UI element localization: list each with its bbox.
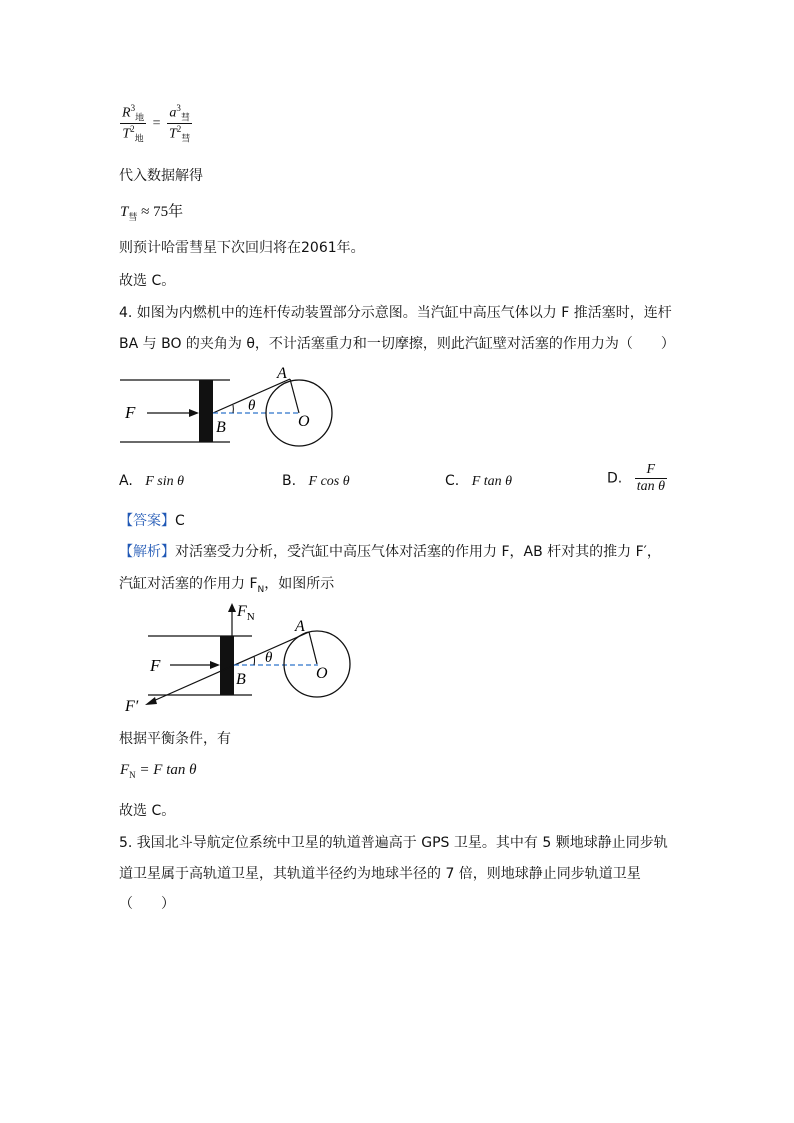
piston-block-2 (220, 636, 234, 695)
text-balance: 根据平衡条件，有 (119, 731, 231, 747)
option-b[interactable] (282, 473, 350, 490)
piston-figure-2 (115, 598, 355, 718)
analysis-text-2-tail: ，如图所示 (264, 576, 335, 592)
kepler-lhs-den-sub: 地 (134, 133, 144, 144)
answer-tag: 【答案】 (119, 513, 175, 529)
option-d-fraction (635, 462, 667, 495)
fn-sub: N (129, 770, 136, 780)
piston-block (199, 380, 213, 442)
q4-line1: 4. 如图为内燃机中的连杆传动装置部分示意图。当汽缸中高压气体以力 F 推活塞时，连杆 (119, 305, 672, 321)
fig1-label-o: O (298, 413, 310, 430)
fn-rhs: = F tan θ (139, 762, 197, 778)
text-substitute: 代入数据解得 (119, 168, 203, 184)
analysis-line2 (119, 573, 334, 595)
option-d[interactable] (607, 462, 667, 495)
fig2-label-o: O (316, 665, 328, 682)
answer-line (119, 510, 185, 530)
fig2-label-b: B (236, 671, 246, 688)
kepler-lhs-den: T (122, 127, 131, 143)
analysis-text-1: 对活塞受力分析，受汽缸中高压气体对活塞的作用力 F，AB 杆对其的推力 F′， (175, 544, 661, 560)
result-value: ≈ 75年 (141, 204, 184, 220)
text-return: 则预计哈雷彗星下次回归将在2061年。 (119, 240, 365, 256)
analysis-fn-sub: N (257, 584, 265, 595)
kepler-rhs-fraction (167, 103, 192, 145)
fig1-label-theta: θ (248, 398, 256, 414)
text-choose-1: 故选 C。 (119, 273, 176, 289)
option-c[interactable] (445, 473, 512, 490)
text-choose-2: 故选 C。 (119, 803, 176, 819)
result-base: T (120, 204, 129, 220)
option-d-num: F (635, 462, 667, 479)
analysis-text-2: 汽缸对活塞的作用力 F (119, 576, 258, 592)
kepler-lhs-num: R (122, 105, 131, 121)
q5-line3: （ ） (119, 896, 175, 912)
option-d-den: tan θ (636, 479, 665, 494)
option-a-label: A. (119, 473, 133, 489)
q5-line2: 道卫星属于高轨道卫星，其轨道半径约为地球半径的 7 倍，则地球静止同步轨道卫星 (119, 866, 641, 882)
q4-line2: BA 与 BO 的夹角为 θ，不计活塞重力和一切摩擦，则此汽缸壁对活塞的作用力为（ ） (119, 336, 675, 352)
fig2-label-theta: θ (265, 650, 273, 666)
fig2-label-f: F (150, 656, 161, 675)
fig1-label-f: F (125, 403, 136, 422)
kepler-lhs-num-sub: 地 (135, 112, 145, 123)
answer-value: C (175, 513, 185, 529)
kepler-rhs-num-sub: 彗 (180, 112, 190, 123)
option-c-value: F tan θ (471, 474, 513, 489)
fig1-label-a: A (277, 365, 287, 382)
result-formula (120, 200, 183, 223)
kepler-rhs-den-sup: 2 (176, 124, 182, 135)
fig2-label-fn: $F_N$ (237, 603, 255, 623)
fn-base: F (120, 762, 130, 778)
option-c-label: C. (445, 473, 460, 489)
kepler-rhs-den-sub: 彗 (181, 133, 191, 144)
kepler-formula (120, 103, 192, 145)
fn-formula (120, 762, 197, 780)
option-a-value: F sin θ (145, 474, 185, 489)
piston-figure-1 (115, 362, 345, 452)
analysis-line1 (119, 541, 661, 561)
option-d-label: D. (607, 470, 623, 487)
q5-line1: 5. 我国北斗导航定位系统中卫星的轨道普遍高于 GPS 卫星。其中有 5 颗地球静止同步轨 (119, 835, 668, 851)
result-sub: 彗 (128, 212, 138, 222)
option-a[interactable] (119, 473, 184, 490)
kepler-lhs-fraction (120, 103, 146, 145)
kepler-rhs-num-sup: 3 (176, 103, 181, 113)
kepler-equals: = (152, 115, 161, 131)
option-b-label: B. (282, 473, 297, 489)
fig2-label-a: A (295, 618, 305, 635)
kepler-rhs-num: a (169, 105, 177, 121)
option-b-value: F cos θ (308, 474, 350, 489)
kepler-lhs-den-sup: 2 (130, 124, 135, 135)
fig2-label-fprime: F′ (125, 698, 139, 715)
fig1-label-b: B (216, 419, 226, 436)
analysis-tag: 【解析】 (119, 544, 175, 560)
kepler-rhs-den: T (168, 127, 177, 143)
kepler-lhs-num-sup: 3 (130, 103, 136, 113)
